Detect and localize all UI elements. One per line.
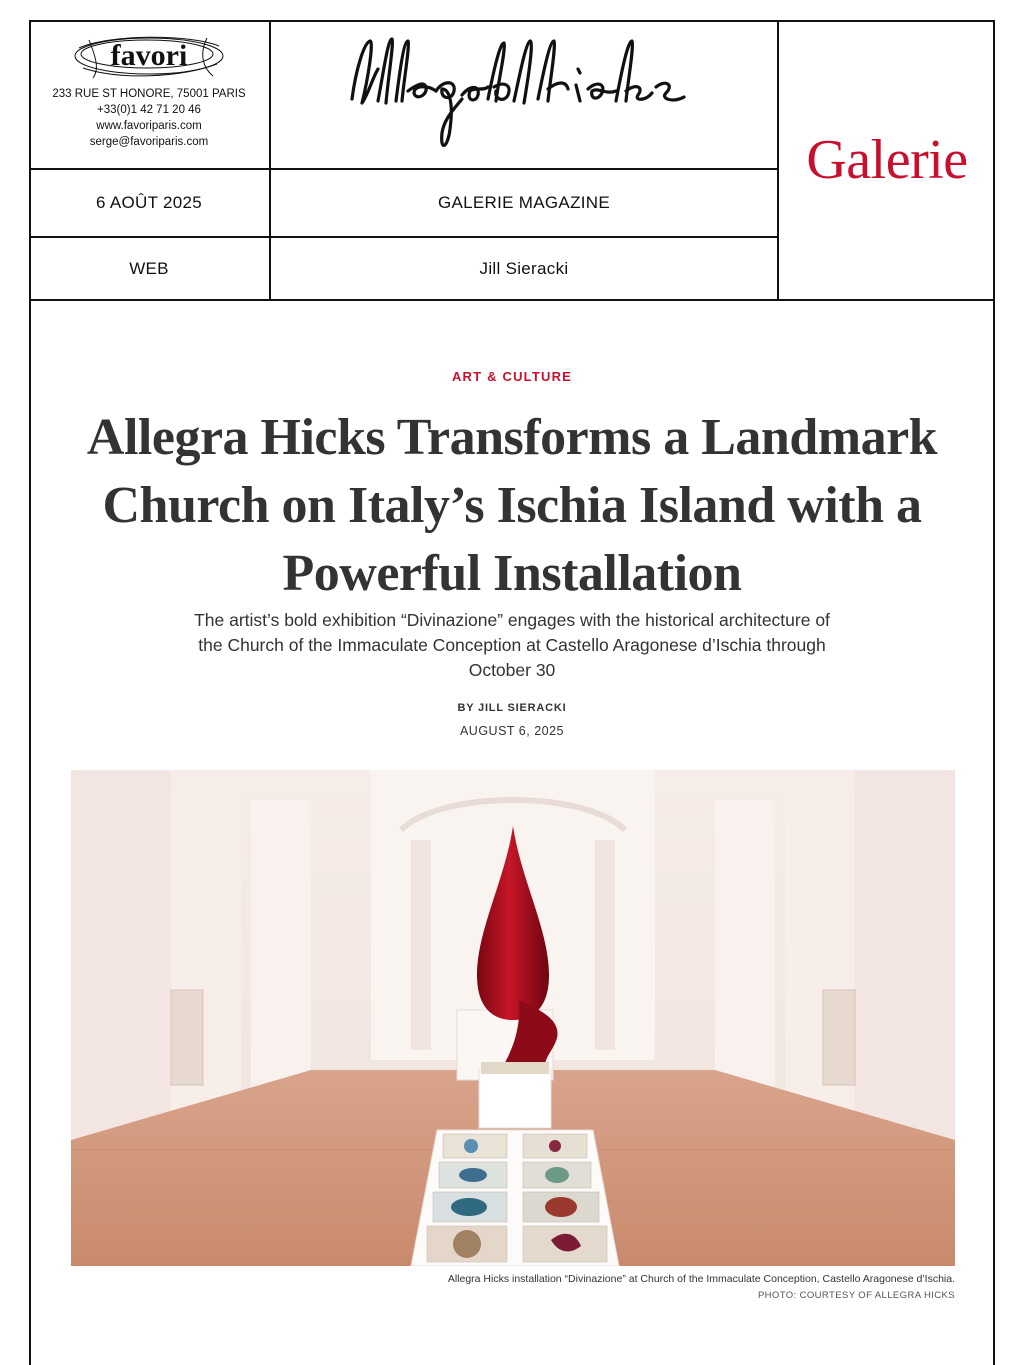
publication-name: GALERIE MAGAZINE [437, 193, 610, 212]
svg-text:favori: favori [110, 39, 188, 72]
headline-line: Powerful Installation [282, 545, 742, 602]
favori-logo [69, 30, 229, 82]
church-interior-image [71, 770, 955, 1266]
date-cell [29, 170, 271, 238]
media-type: WEB [129, 258, 169, 278]
media-cell [29, 238, 271, 301]
article-headline [50, 404, 974, 608]
artist-signature-cell [271, 20, 779, 170]
headline-line: Church on Italy’s Ischia Island with a [102, 477, 922, 534]
installation-photo [71, 770, 955, 1266]
favori-contact [52, 86, 245, 150]
photo-caption: Allegra Hicks installation “Divinazione” at Church of the Immaculate Conception, Castello Aragonese d’Ischia. [447, 1273, 955, 1285]
press-header-grid [29, 20, 995, 301]
photo-credit: PHOTO: COURTESY OF ALLEGRA HICKS [757, 1290, 955, 1301]
article-dek [140, 608, 884, 683]
dek-line: October 30 [468, 660, 556, 680]
favori-website[interactable]: www.favoriparis.com [96, 120, 202, 132]
artist-signature [344, 29, 704, 159]
dek-line: the Church of the Immaculate Conception at Castello Aragonese d’Ischia through [198, 635, 826, 655]
favori-phone: +33(0)1 42 71 20 46 [97, 104, 201, 116]
author-cell [271, 238, 779, 301]
favori-email[interactable]: serge@favoriparis.com [89, 136, 209, 148]
favori-cell [29, 20, 271, 170]
favori-address: 233 RUE ST HONORE, 75001 PARIS [52, 88, 246, 100]
article-byline[interactable]: BY JILL SIERACKI [457, 702, 567, 714]
dek-line: The artist’s bold exhibition “Divinazione” engages with the historical architecture of [194, 610, 830, 630]
headline-line: Allegra Hicks Transforms a Landmark [86, 409, 938, 466]
article-date: AUGUST 6, 2025 [459, 724, 565, 738]
publication-logo-cell [779, 20, 995, 301]
article-category[interactable]: ART & CULTURE [451, 369, 573, 384]
publication-cell [271, 170, 779, 238]
press-date: 6 AOÛT 2025 [96, 193, 202, 212]
galerie-logo: Galerie [806, 128, 968, 191]
author-name: Jill Sieracki [479, 258, 569, 278]
